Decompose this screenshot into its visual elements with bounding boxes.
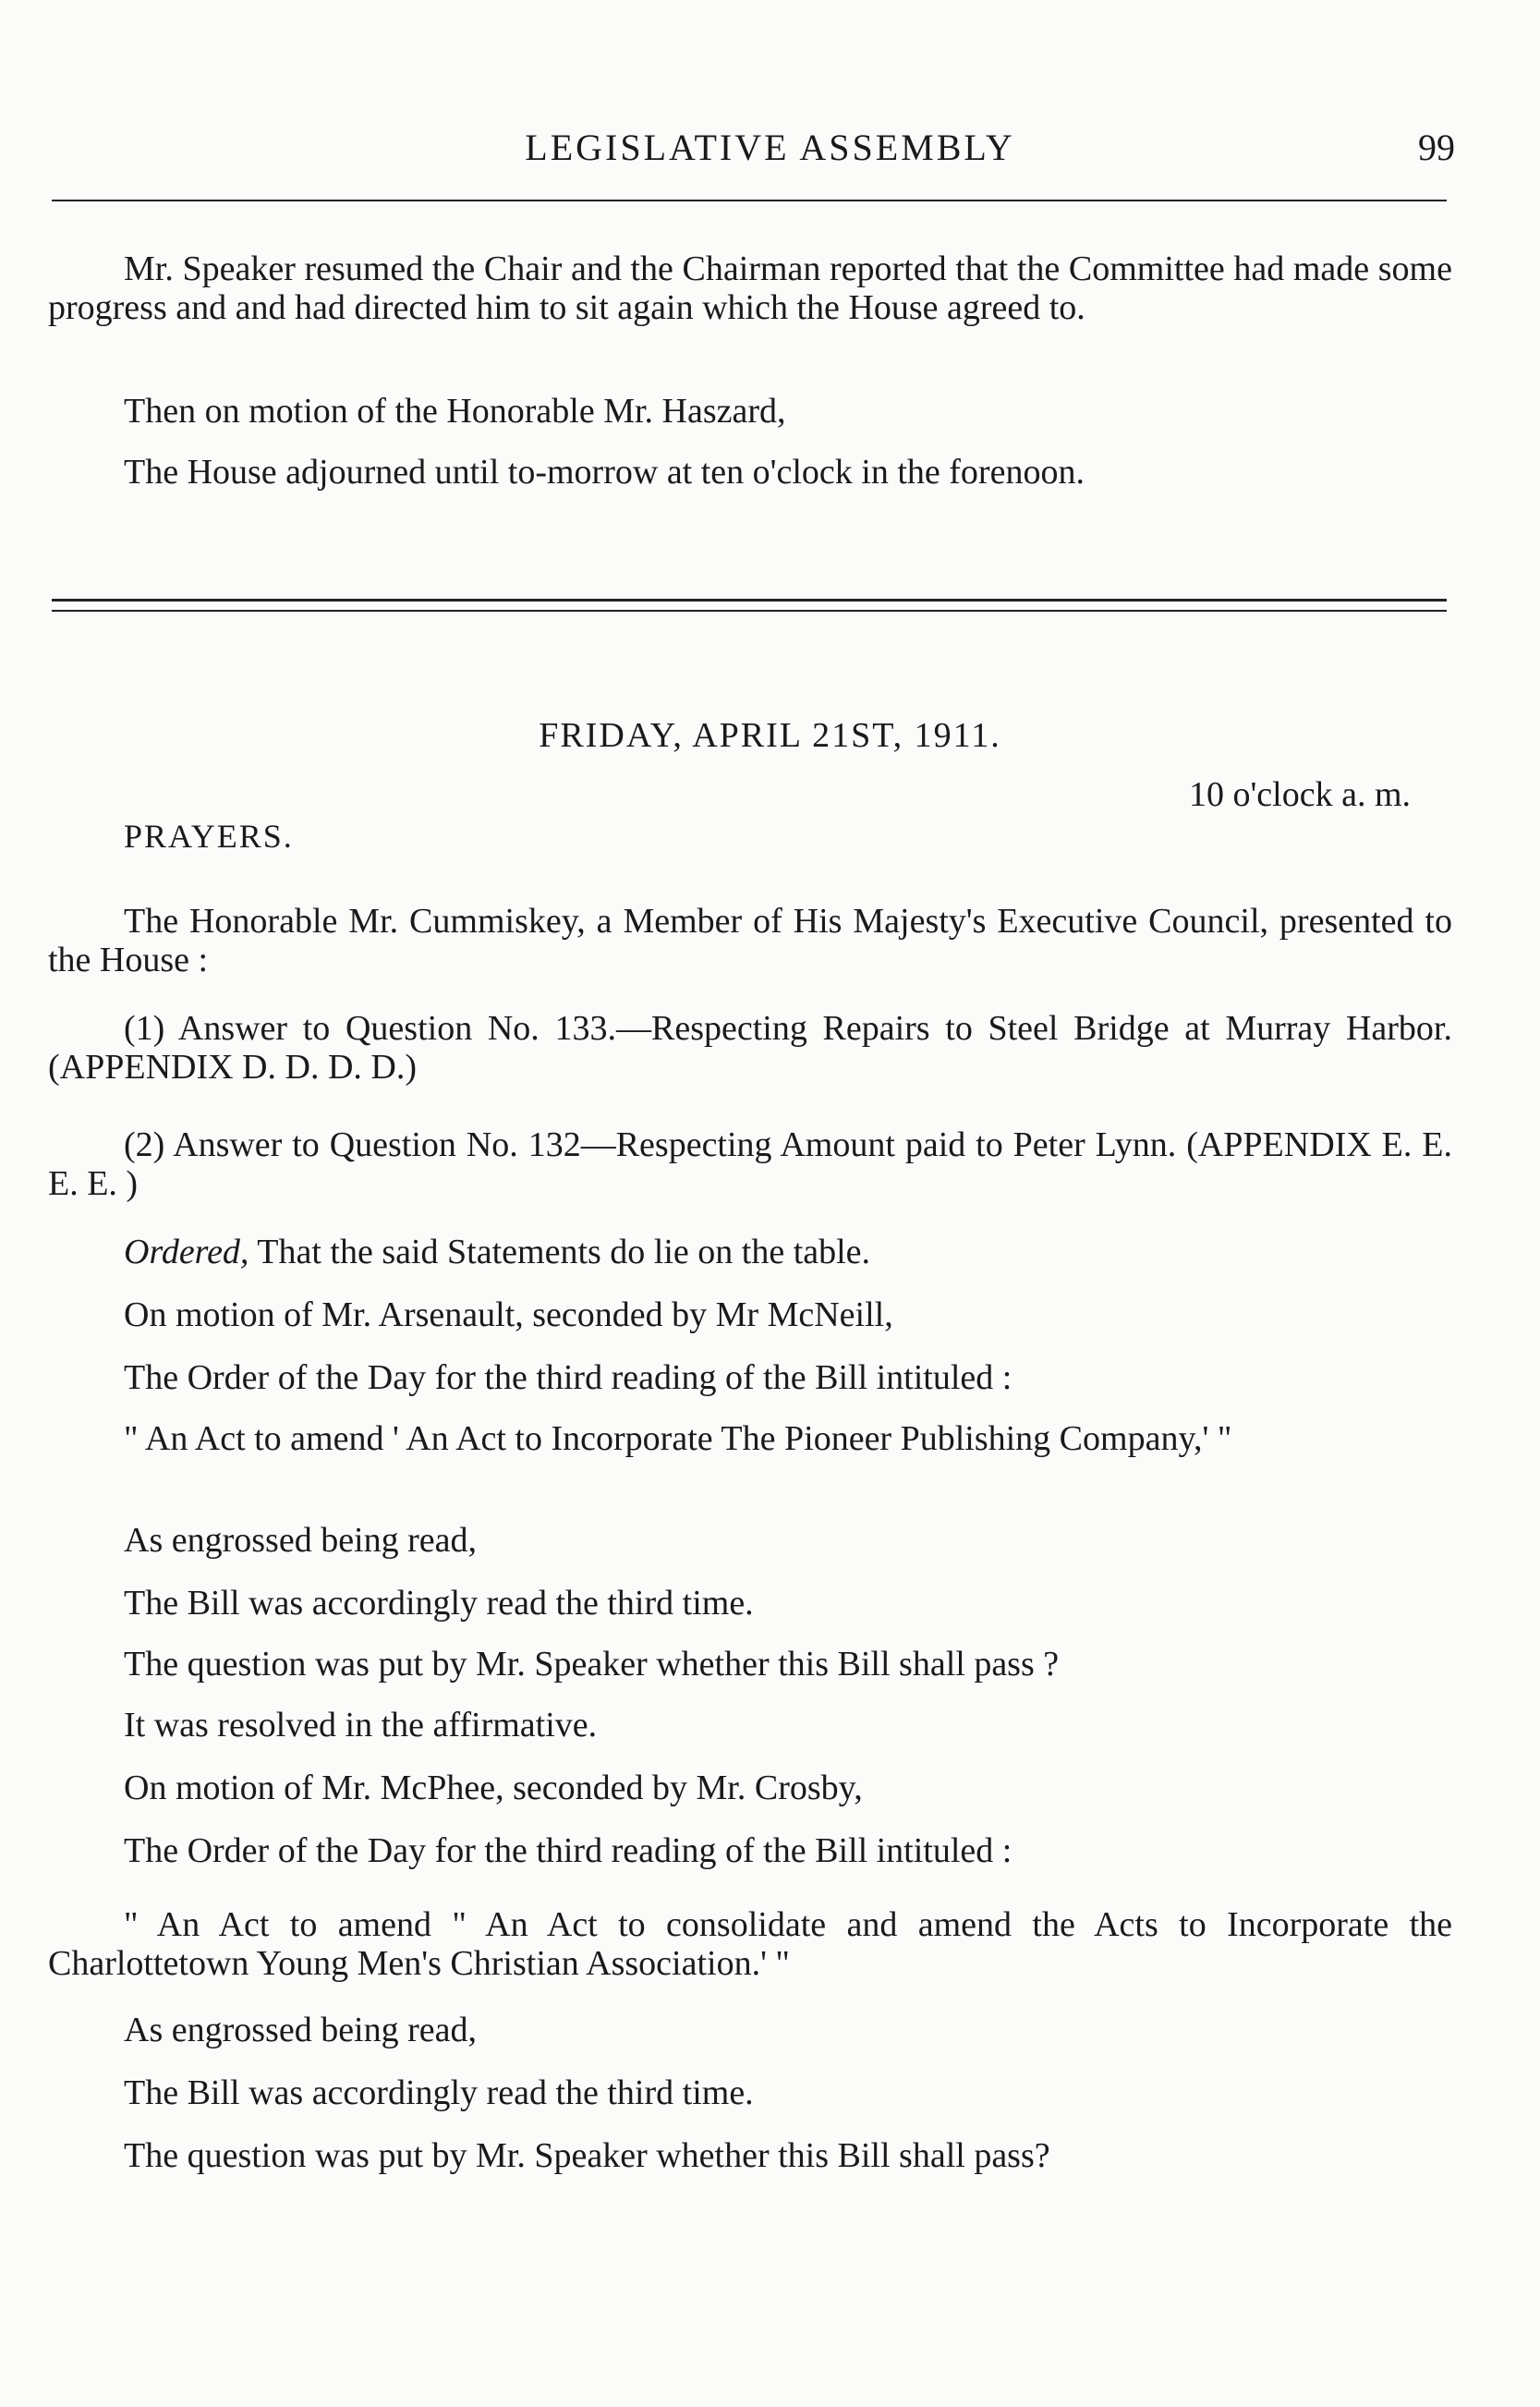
paragraph-read-third-2: The Bill was accordingly read the third time. [124,2073,754,2112]
paragraph-answer-132 [48,1125,1452,1203]
paragraph-cummiskey-presented: The Honorable Mr. Cummiskey, a Member of His Majesty's Executive Council, presented to the House : [48,902,1452,979]
paragraph-answer-133 [48,1009,1452,1087]
paragraph-resolved: It was resolved in the affirmative. [124,1706,598,1744]
ordered-text: That the said Statements do lie on the table. [257,1233,871,1271]
answer-133-text: (1) Answer to Question No. 133.—Respecting Repairs to Steel Bridge at Murray Harbor. [124,1009,1452,1048]
sitting-time: 10 o'clock a. m. [1188,775,1411,814]
paragraph-engrossed-2: As engrossed being read, [124,2011,478,2049]
paragraph-question-2: The question was put by Mr. Speaker whether this Bill shall pass? [124,2136,1050,2175]
section-rule-lower [52,610,1447,612]
answer-132-text: (2) Answer to Question No. 132—Respecting Amount paid to Peter Lynn. [124,1125,1177,1164]
paragraph-order-of-day-1: The Order of the Day for the third reading of the Bill intituled : [124,1358,1013,1397]
sitting-date: FRIDAY, APRIL 21ST, 1911. [539,716,1001,755]
paragraph-engrossed-1: As engrossed being read, [124,1521,478,1560]
running-title: LEGISLATIVE ASSEMBLY [525,127,1015,168]
paragraph-read-third-1: The Bill was accordingly read the third time. [124,1584,754,1623]
paragraph-motion-mcphee: On motion of Mr. McPhee, seconded by Mr. Crosby, [124,1769,863,1807]
paragraph-speaker-resumed: Mr. Speaker resumed the Chair and the Chairman reported that the Committee had made some progress and and had directed him to sit again which the House agreed to. [48,249,1452,327]
section-rule-upper [52,599,1447,602]
paragraph-motion-arsenault: On motion of Mr. Arsenault, seconded by Mr McNeill, [124,1295,893,1334]
paragraph-motion-haszard: Then on motion of the Honorable Mr. Haszard, [124,392,786,431]
appendix-eeee: (APPENDIX E. E. E. E. ) [48,1125,1453,1203]
prayers-heading: PRAYERS. [124,818,294,855]
paragraph-question-1: The question was put by Mr. Speaker whether this Bill shall pass ? [124,1645,1060,1684]
paragraph-bill-ymca: " An Act to amend " An Act to consolidate and amend the Acts to Incorporate the Charlottetown Young Men's Christian Association.' " [48,1905,1452,1983]
header-rule [52,200,1447,201]
ordered-label: Ordered, [124,1233,249,1271]
paragraph-ordered [48,1233,1452,1271]
paragraph-order-of-day-2: The Order of the Day for the third reading of the Bill intituled : [124,1831,1013,1870]
page-number: 99 [1418,127,1455,168]
running-header [0,126,1540,172]
paragraph-bill-pioneer: " An Act to amend ' An Act to Incorporate The Pioneer Publishing Company,' " [124,1419,1232,1458]
appendix-dddd: (APPENDIX D. D. D. D.) [48,1048,417,1087]
paragraph-adjourned: The House adjourned until to-morrow at ten o'clock in the forenoon. [124,453,1085,492]
